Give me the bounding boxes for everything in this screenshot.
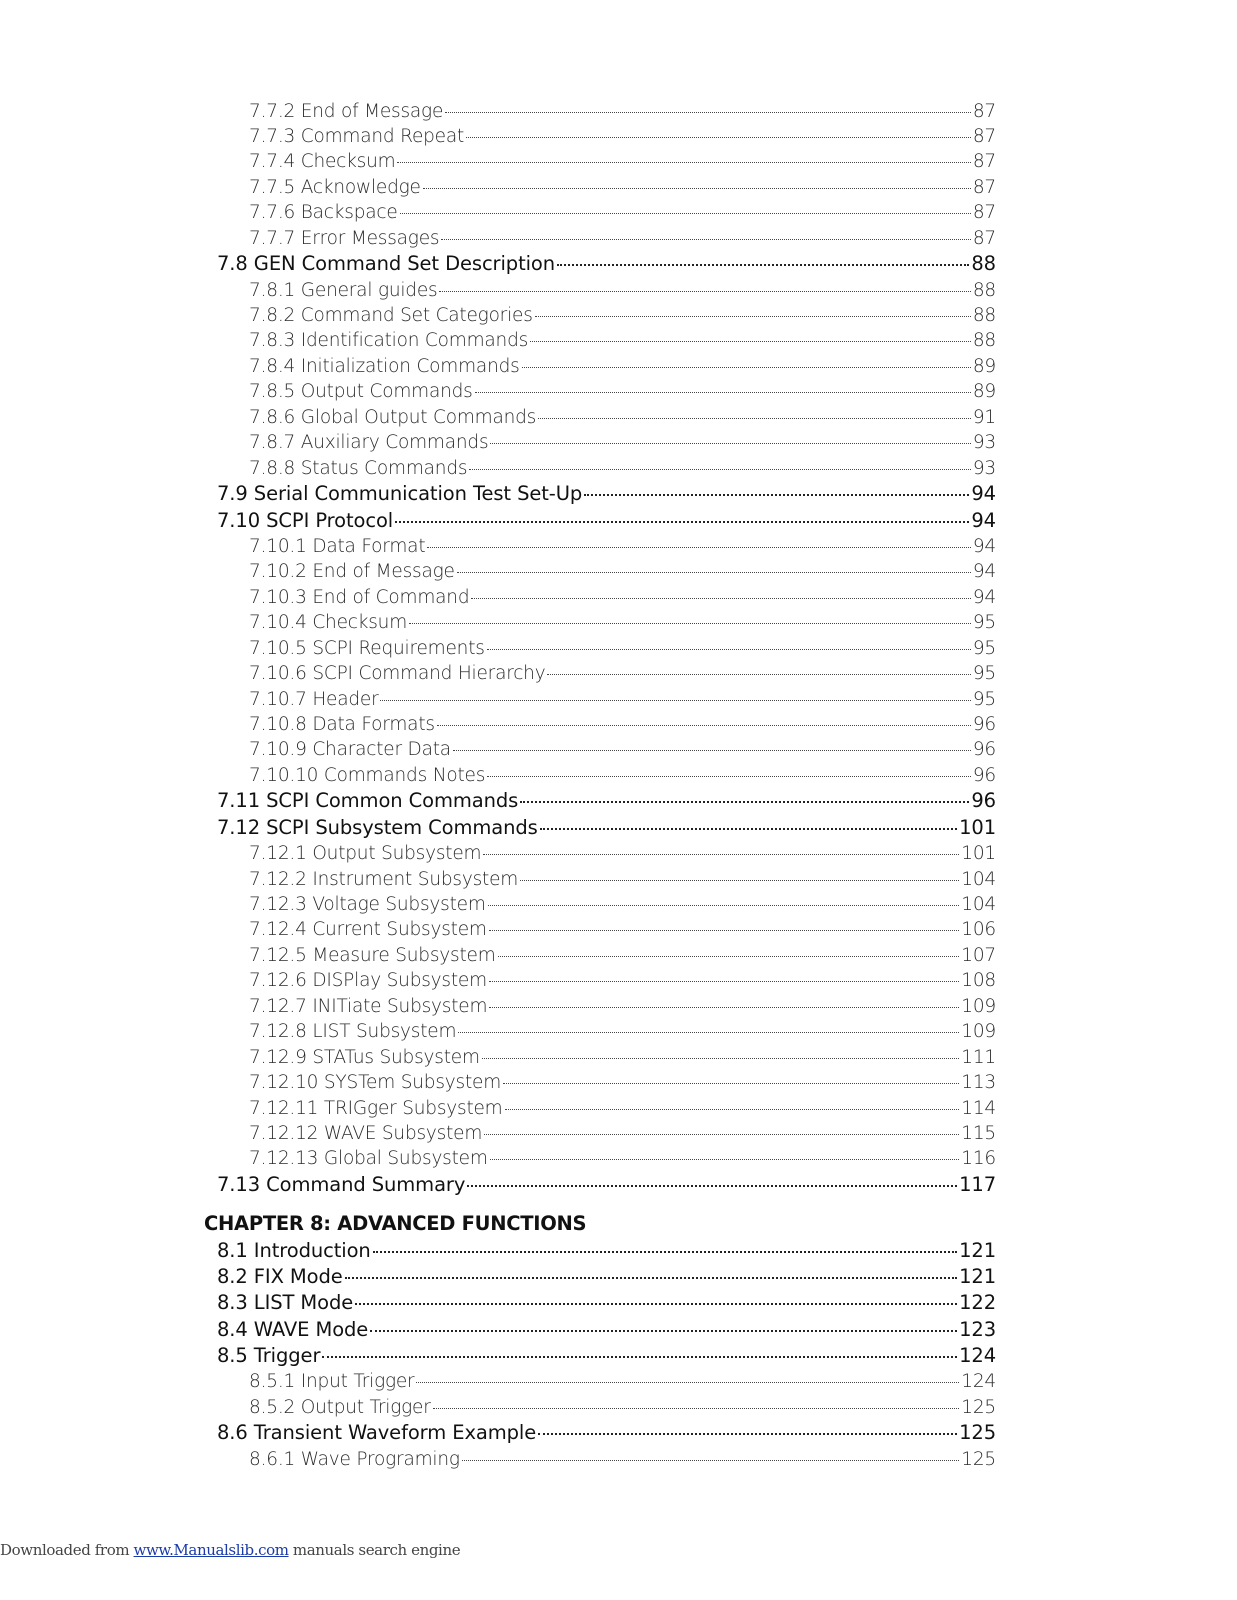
dot-leader: [520, 788, 969, 808]
toc-entry-title: 7.10.4 Checksum: [249, 612, 408, 634]
toc-subsection-entry[interactable]: [249, 584, 996, 608]
dot-leader: [409, 610, 971, 629]
footer-prefix: Downloaded from: [0, 1541, 134, 1559]
toc-entry-title: 7.10.5 SCPI Requirements: [249, 637, 485, 659]
toc-entry-title: 7.8.3 Identification Commands: [249, 330, 529, 352]
toc-entry-page-number: 121: [959, 1238, 996, 1262]
toc-entry-title: 7.12 SCPI Subsystem Commands: [217, 815, 538, 839]
toc-entry-page-number: 96: [972, 764, 996, 786]
toc-subsection-entry[interactable]: [249, 379, 996, 403]
dot-leader: [547, 661, 970, 680]
toc-subsection-entry[interactable]: [249, 225, 996, 249]
dot-leader: [522, 353, 971, 372]
toc-section-entry[interactable]: [217, 1237, 996, 1262]
toc-subsection-entry[interactable]: [249, 1121, 996, 1145]
toc-entry-title: 7.12.9 STATus Subsystem: [249, 1046, 480, 1068]
toc-subsection-entry[interactable]: [249, 1044, 996, 1068]
toc-entry-page-number: 88: [972, 279, 996, 301]
toc-entry-title: 7.12.8 LIST Subsystem: [249, 1021, 457, 1043]
dot-leader: [498, 942, 960, 961]
toc-entry-page-number: 107: [961, 944, 996, 966]
toc-subsection-entry[interactable]: [249, 200, 996, 224]
toc-entry-title: 7.8.6 Global Output Commands: [249, 406, 537, 428]
dot-leader: [535, 303, 971, 322]
toc-subsection-entry[interactable]: [249, 635, 996, 659]
toc-entry-title: 7.12.5 Measure Subsystem: [249, 944, 496, 966]
toc-entry-page-number: 111: [961, 1046, 996, 1068]
toc-subsection-entry[interactable]: [249, 149, 996, 173]
toc-subsection-entry[interactable]: [249, 328, 996, 352]
toc-entry-title: 7.8.1 General guides: [249, 279, 438, 301]
toc-subsection-entry[interactable]: [249, 1095, 996, 1119]
dot-leader: [441, 225, 971, 244]
toc-entry-page-number: 89: [972, 381, 996, 403]
toc-entry-title: 7.12.12 WAVE Subsystem: [249, 1123, 483, 1144]
dot-leader: [483, 841, 959, 860]
toc-entry-title: 7.11 SCPI Common Commands: [217, 789, 519, 813]
toc-section-entry[interactable]: [217, 1420, 996, 1445]
dot-leader: [538, 404, 971, 423]
toc-entry-page-number: 94: [972, 586, 996, 608]
toc-subsection-entry[interactable]: [249, 866, 996, 890]
toc-entry-title: 7.10.10 Commands Notes: [249, 764, 486, 786]
toc-subsection-entry[interactable]: [249, 661, 996, 685]
toc-entry-title: 7.8.8 Status Commands: [249, 457, 468, 479]
dot-leader: [503, 1070, 959, 1089]
toc-subsection-entry[interactable]: [249, 942, 996, 966]
toc-entry-page-number: 87: [972, 176, 996, 198]
toc-subsection-entry[interactable]: [249, 1070, 996, 1094]
dot-leader: [469, 455, 971, 474]
dot-leader: [380, 686, 970, 705]
toc-entry-page-number: 96: [972, 714, 996, 735]
toc-section-entry[interactable]: [217, 814, 996, 839]
toc-entry-title: 8.4 WAVE Mode: [217, 1317, 369, 1341]
toc-subsection-entry[interactable]: [249, 98, 996, 122]
toc-entry-title: 7.12.13 Global Subsystem: [249, 1148, 488, 1170]
toc-entry-page-number: 104: [961, 893, 996, 915]
toc-entry-page-number: 123: [959, 1317, 996, 1341]
toc-entry-page-number: 125: [961, 1396, 996, 1418]
toc-section-entry[interactable]: [217, 1171, 996, 1196]
toc-section-entry[interactable]: [217, 1316, 996, 1341]
toc-entry-title: 7.12.3 Voltage Subsystem: [249, 893, 486, 915]
toc-entry-title: 8.2 FIX Mode: [217, 1265, 343, 1289]
dot-leader: [487, 762, 971, 781]
toc-entry-title: 7.10.9 Character Data: [249, 739, 451, 761]
toc-subsection-entry[interactable]: [249, 277, 996, 301]
toc-entry-page-number: 116: [961, 1148, 996, 1170]
dot-leader: [489, 968, 959, 987]
dot-leader: [489, 917, 960, 936]
toc-entry-title: 7.12.2 Instrument Subsystem: [249, 868, 519, 890]
toc-entry-title: 7.10.2 End of Message: [249, 561, 455, 583]
toc-entry-page-number: 88: [972, 330, 996, 352]
toc-entry-title: 7.8 GEN Command Set Description: [217, 252, 556, 276]
dot-leader: [355, 1290, 957, 1310]
toc-subsection-entry[interactable]: [249, 712, 996, 736]
toc-subsection-entry[interactable]: [249, 917, 996, 941]
footer-suffix: manuals search engine: [288, 1541, 461, 1559]
toc-entry-title: 7.7.3 Command Repeat: [249, 125, 465, 147]
toc-entry-title: 7.8.2 Command Set Categories: [249, 305, 533, 326]
toc-entry-page-number: 87: [972, 227, 996, 249]
manualslib-link[interactable]: www.Manualslib.com: [133, 1541, 289, 1559]
dot-leader: [489, 993, 959, 1012]
dot-leader: [557, 251, 969, 271]
toc-entry-title: 7.12.1 Output Subsystem: [249, 843, 482, 865]
dot-leader: [475, 379, 971, 398]
toc-entry-title: 7.10.1 Data Format: [249, 535, 426, 557]
toc-section-entry[interactable]: [217, 1264, 996, 1289]
dot-leader: [433, 1394, 960, 1413]
toc-subsection-entry[interactable]: [249, 737, 996, 761]
dot-leader: [458, 1019, 959, 1038]
dot-leader: [395, 507, 969, 527]
dot-leader: [427, 533, 970, 552]
dot-leader: [457, 559, 971, 578]
toc-entry-page-number: 95: [972, 663, 996, 685]
dot-leader: [482, 1044, 960, 1063]
toc-entry-title: 7.10.7 Header: [249, 688, 379, 710]
dot-leader: [439, 277, 970, 296]
toc-entry-page-number: 87: [972, 125, 996, 147]
toc-entry-page-number: 121: [959, 1265, 996, 1289]
dot-leader: [466, 123, 971, 142]
toc-subsection-entry[interactable]: [249, 123, 996, 147]
toc-entry-title: 7.12.10 SYSTem Subsystem: [249, 1072, 502, 1094]
toc-entry-page-number: 109: [961, 995, 996, 1017]
toc-entry-page-number: 93: [972, 432, 996, 454]
dot-leader: [416, 1369, 959, 1388]
toc-entry-title: 7.7.6 Backspace: [249, 202, 398, 224]
toc-section-entry[interactable]: [217, 481, 996, 506]
toc-entry-title: 7.7.7 Error Messages: [249, 227, 440, 249]
toc-subsection-entry[interactable]: [249, 610, 996, 634]
dot-leader: [538, 1420, 957, 1440]
toc-entry-title: 8.6 Transient Waveform Example: [217, 1421, 537, 1445]
toc-section-entry[interactable]: [217, 788, 996, 813]
toc-entry-title: 7.9 Serial Communication Test Set-Up: [217, 482, 583, 506]
toc-entry-page-number: 125: [959, 1421, 996, 1445]
toc-subsection-entry[interactable]: [249, 993, 996, 1017]
dot-leader: [445, 98, 971, 117]
toc-entry-page-number: 104: [961, 868, 996, 890]
dot-leader: [505, 1095, 960, 1114]
chapter-heading: CHAPTER 8: ADVANCED FUNCTIONS: [204, 1211, 587, 1235]
dot-leader: [322, 1343, 957, 1363]
toc-entry-page-number: 125: [961, 1448, 996, 1470]
dot-leader: [530, 328, 971, 347]
toc-entry-page-number: 117: [959, 1172, 996, 1196]
toc-entry-title: 7.12.7 INITiate Subsystem: [249, 995, 488, 1017]
toc-entry-page-number: 94: [972, 561, 996, 583]
toc-entry-page-number: 115: [961, 1123, 996, 1144]
toc-subsection-entry[interactable]: [249, 686, 996, 710]
toc-entry-title: 7.8.4 Initialization Commands: [249, 355, 520, 377]
toc-entry-page-number: 106: [961, 919, 996, 941]
toc-subsection-entry[interactable]: [249, 353, 996, 377]
dot-leader: [453, 737, 971, 756]
toc-section-entry[interactable]: [217, 1343, 996, 1368]
toc-entry-page-number: 87: [972, 151, 996, 173]
dot-leader: [520, 866, 959, 885]
toc-section-entry[interactable]: [217, 507, 996, 532]
toc-subsection-entry[interactable]: [249, 430, 996, 454]
toc-entry-page-number: 88: [971, 252, 996, 276]
toc-entry-page-number: 93: [972, 457, 996, 479]
toc-subsection-entry[interactable]: [249, 762, 996, 786]
toc-subsection-entry[interactable]: [249, 1394, 996, 1418]
toc-entry-page-number: 94: [971, 508, 996, 532]
toc-entry-title: 7.10 SCPI Protocol: [217, 508, 394, 532]
dot-leader: [467, 1171, 957, 1191]
toc-entry-title: 7.7.2 End of Message: [249, 100, 444, 122]
toc-entry-title: 7.12.4 Current Subsystem: [249, 919, 487, 941]
toc-entry-page-number: 108: [961, 970, 996, 992]
dot-leader: [370, 1316, 957, 1336]
dot-leader: [400, 200, 971, 219]
toc-entry-title: 8.5 Trigger: [217, 1344, 321, 1368]
toc-entry-title: 7.7.4 Checksum: [249, 151, 396, 173]
dot-leader: [345, 1264, 957, 1284]
toc-entry-title: 8.3 LIST Mode: [217, 1291, 354, 1315]
dot-leader: [540, 814, 957, 834]
toc-entry-title: 7.13 Command Summary: [217, 1172, 466, 1196]
toc-entry-title: 7.8.5 Output Commands: [249, 381, 473, 403]
toc-entry-title: 7.12.11 TRIGger Subsystem: [249, 1097, 503, 1119]
dot-leader: [484, 1121, 959, 1140]
toc-subsection-entry[interactable]: [249, 1369, 996, 1393]
toc-subsection-entry[interactable]: [249, 174, 996, 198]
toc-entry-title: 7.8.7 Auxiliary Commands: [249, 432, 489, 454]
toc-entry-page-number: 96: [971, 789, 996, 813]
dot-leader: [471, 584, 971, 603]
toc-entry-page-number: 95: [972, 637, 996, 659]
toc-entry-title: 7.12.6 DISPlay Subsystem: [249, 970, 487, 992]
toc-entry-page-number: 101: [959, 815, 996, 839]
toc-entry-page-number: 113: [961, 1072, 996, 1094]
toc-subsection-entry[interactable]: [249, 533, 996, 557]
toc-entry-page-number: 94: [971, 482, 996, 506]
dot-leader: [488, 891, 960, 910]
toc-subsection-entry[interactable]: [249, 1146, 996, 1170]
toc-entry-page-number: 87: [972, 202, 996, 224]
toc-entry-title: 8.6.1 Wave Programing: [249, 1448, 460, 1470]
toc-entry-title: 8.1 Introduction: [217, 1238, 371, 1262]
toc-entry-title: 7.10.8 Data Formats: [249, 714, 435, 735]
dot-leader: [423, 174, 971, 193]
toc-entry-page-number: 88: [972, 305, 996, 326]
dot-leader: [487, 635, 971, 654]
toc-subsection-entry[interactable]: [249, 559, 996, 583]
toc-entry-page-number: 89: [972, 355, 996, 377]
toc-entry-page-number: 96: [972, 739, 996, 761]
toc-entry-page-number: 95: [972, 688, 996, 710]
dot-leader: [462, 1446, 959, 1465]
toc-entry-title: 7.7.5 Acknowledge: [249, 176, 421, 198]
toc-entry-page-number: 95: [972, 612, 996, 634]
dot-leader: [490, 1146, 960, 1165]
toc-entry-page-number: 91: [972, 406, 996, 428]
toc-entry-title: 8.5.2 Output Trigger: [249, 1396, 431, 1418]
toc-entry-title: 7.10.3 End of Command: [249, 586, 470, 608]
toc-entry-page-number: 109: [961, 1021, 996, 1043]
dot-leader: [584, 481, 969, 501]
toc-entry-page-number: 124: [961, 1371, 996, 1393]
dot-leader: [373, 1237, 957, 1257]
dot-leader: [397, 149, 970, 168]
toc-subsection-entry[interactable]: [249, 1019, 996, 1043]
toc-subsection-entry[interactable]: [249, 303, 996, 327]
toc-subsection-entry[interactable]: [249, 455, 996, 479]
toc-entry-page-number: 87: [972, 100, 996, 122]
toc-subsection-entry[interactable]: [249, 841, 996, 865]
toc-entry-page-number: 101: [961, 843, 996, 865]
dot-leader: [490, 430, 970, 449]
toc-section-entry[interactable]: [217, 1290, 996, 1315]
toc-subsection-entry[interactable]: [249, 891, 996, 915]
toc-subsection-entry[interactable]: [249, 1446, 996, 1470]
toc-entry-page-number: 114: [961, 1097, 996, 1119]
toc-entry-page-number: 122: [959, 1291, 996, 1315]
toc-section-entry[interactable]: [217, 251, 996, 276]
dot-leader: [437, 712, 971, 731]
download-footer: [0, 1541, 460, 1559]
toc-entry-page-number: 94: [972, 535, 996, 557]
toc-entry-title: 7.10.6 SCPI Command Hierarchy: [249, 663, 546, 685]
toc-subsection-entry[interactable]: [249, 404, 996, 428]
toc-entry-page-number: 124: [959, 1344, 996, 1368]
toc-entry-title: 8.5.1 Input Trigger: [249, 1371, 415, 1393]
toc-subsection-entry[interactable]: [249, 968, 996, 992]
